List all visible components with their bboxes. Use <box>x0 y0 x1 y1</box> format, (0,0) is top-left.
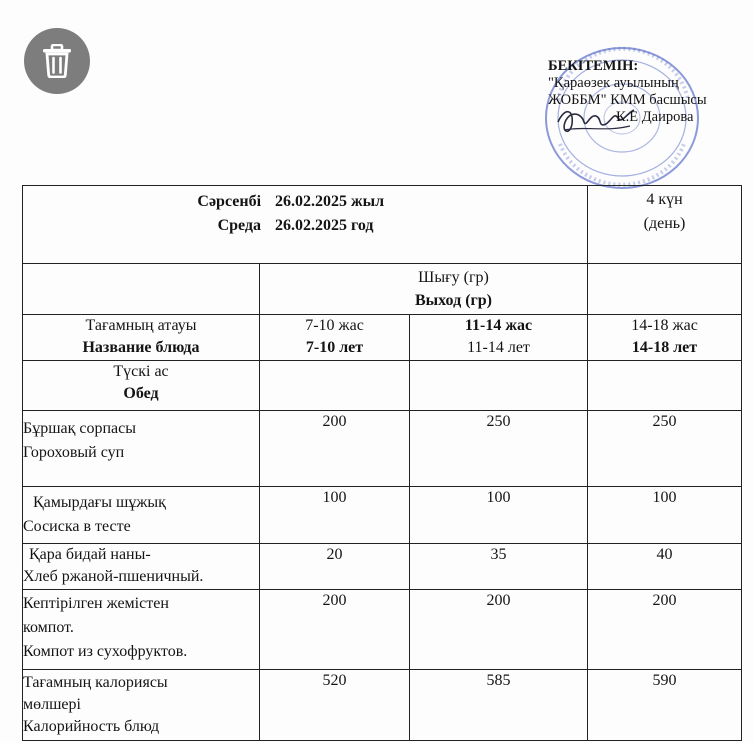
date-kz: 26.02.2025 жыл <box>275 193 385 210</box>
age-ru: 11-14 лет <box>467 339 530 356</box>
age-7-10-header <box>260 315 410 361</box>
output-kz: Шығу (гр) <box>418 269 489 286</box>
portion-11-14: 200 <box>410 590 588 670</box>
trash-icon <box>42 44 72 78</box>
portion-14-18: 100 <box>588 487 742 544</box>
age-kz: 7-10 жас <box>305 317 364 334</box>
portion-7-10: 200 <box>260 411 410 487</box>
table-row <box>23 487 742 544</box>
table-row <box>23 544 742 590</box>
portion-14-18: 200 <box>588 590 742 670</box>
portion-7-10: 200 <box>260 590 410 670</box>
dish-name-header <box>23 315 260 361</box>
dish-name-ru: Название блюда <box>82 339 200 356</box>
dish-name: Қамырдағы шұжық Сосиска в тесте <box>23 487 260 544</box>
meal-ru: Обед <box>123 385 159 402</box>
menu-table <box>22 185 742 741</box>
age-14-18-header <box>588 315 742 361</box>
table-row <box>23 670 742 741</box>
age-ru: 14-18 лет <box>631 339 698 356</box>
portion-11-14: 250 <box>410 411 588 487</box>
portion-7-10: 20 <box>260 544 410 590</box>
column-header-row <box>23 315 742 361</box>
meal-row <box>23 361 742 411</box>
dish-name-kz: Тағамның атауы <box>85 317 197 334</box>
delete-button[interactable] <box>24 28 90 94</box>
approval-signatory: К.Е Даирова <box>616 109 694 125</box>
age-kz: 14-18 жас <box>631 317 698 334</box>
weekday-kz: Сәрсенбі <box>197 193 262 210</box>
calories-14-18: 590 <box>588 670 742 741</box>
portion-11-14: 35 <box>410 544 588 590</box>
portion-7-10: 100 <box>260 487 410 544</box>
portion-14-18: 40 <box>588 544 742 590</box>
approval-line: "Қараөзек ауылының <box>548 75 679 91</box>
date-ru: 26.02.2025 год <box>275 217 374 234</box>
dish-name: Қара бидай наны- Хлеб ржаной-пшеничный. <box>23 544 260 590</box>
table-row <box>23 590 742 670</box>
day-number-cell <box>588 186 742 264</box>
calories-7-10: 520 <box>260 670 410 741</box>
dish-name: Бұршақ сорпасы Гороховый суп <box>23 411 260 487</box>
weekday-ru: Среда <box>217 217 262 234</box>
date-cell <box>23 186 588 264</box>
portion-14-18: 250 <box>588 411 742 487</box>
meal-label <box>23 361 260 411</box>
calories-11-14: 585 <box>410 670 588 741</box>
output-row <box>23 264 742 315</box>
age-11-14-header <box>410 315 588 361</box>
day-number-kz: 4 күн <box>646 191 683 208</box>
approval-heading: БЕКІТЕМІН: <box>548 58 639 74</box>
date-row <box>23 186 742 264</box>
approval-block <box>548 58 748 126</box>
meal-kz: Түскі ас <box>113 363 169 380</box>
age-kz: 11-14 жас <box>464 317 533 334</box>
approval-line: ЖОББМ" КММ басшысы <box>548 92 707 108</box>
output-ru: Выход (гр) <box>415 292 493 309</box>
dish-name: Тағамның калориясы мөлшері Калорийность блюд <box>23 670 260 741</box>
dish-name: Кептірілген жемістен компот. Компот из сухофруктов. <box>23 590 260 670</box>
table-row <box>23 411 742 487</box>
output-header <box>260 264 588 315</box>
portion-11-14: 100 <box>410 487 588 544</box>
age-ru: 7-10 лет <box>305 339 364 356</box>
day-number-ru: (день) <box>643 215 686 232</box>
